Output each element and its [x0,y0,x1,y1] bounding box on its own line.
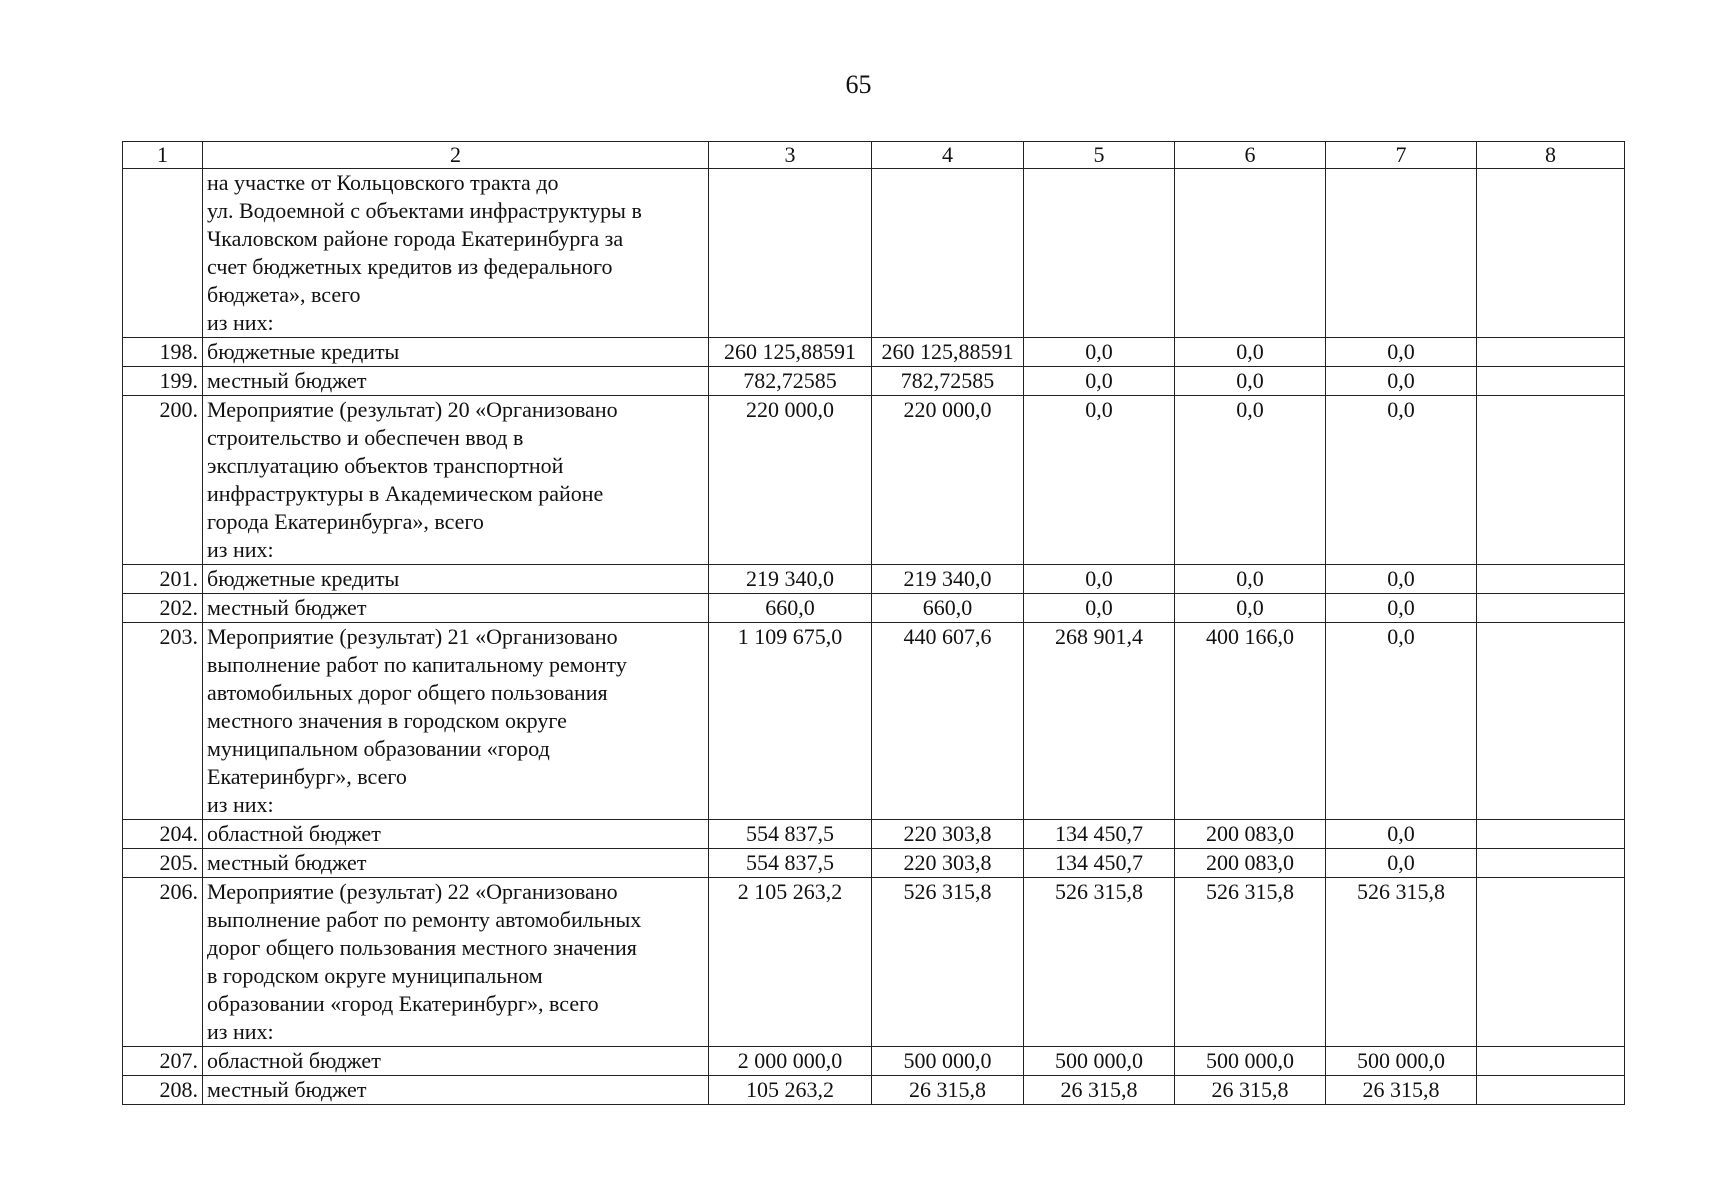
header-col-8: 8 [1477,142,1625,169]
cell-col-3 [709,169,872,338]
cell-col-5: 526 315,8 [1024,878,1175,1047]
cell-col-8 [1477,565,1625,594]
table-row [123,1076,1625,1105]
cell-col-4 [872,169,1024,338]
cell-col-3: 260 125,88591 [709,338,872,367]
cell-col-8 [1477,623,1625,820]
table-row [123,396,1625,565]
header-col-6: 6 [1175,142,1326,169]
header-col-4: 4 [872,142,1024,169]
row-description: Мероприятие (результат) 21 «Организовано выполнение работ по капитальному ремонту автомобильных дорог общего пользования местного значения в городском округе муниципальном образовании «город Екатеринбург», всего из них: [203,623,709,820]
cell-col-6 [1175,169,1326,338]
cell-col-8 [1477,820,1625,849]
row-description: бюджетные кредиты [203,565,709,594]
table-row [123,623,1625,820]
cell-col-6: 400 166,0 [1175,623,1326,820]
table-body [123,169,1625,1105]
cell-col-7: 0,0 [1326,820,1477,849]
cell-col-4: 220 303,8 [872,820,1024,849]
cell-col-8 [1477,1076,1625,1105]
row-number: 203. [123,623,203,820]
cell-col-4: 526 315,8 [872,878,1024,1047]
row-number: 207. [123,1047,203,1076]
row-number: 202. [123,594,203,623]
row-number: 204. [123,820,203,849]
cell-col-5: 268 901,4 [1024,623,1175,820]
cell-col-3: 2 105 263,2 [709,878,872,1047]
row-description: местный бюджет [203,367,709,396]
cell-col-8 [1477,338,1625,367]
cell-col-7: 0,0 [1326,565,1477,594]
cell-col-3: 660,0 [709,594,872,623]
cell-col-6: 0,0 [1175,338,1326,367]
table-row [123,820,1625,849]
cell-col-5 [1024,169,1175,338]
cell-col-4: 220 000,0 [872,396,1024,565]
cell-col-6: 26 315,8 [1175,1076,1326,1105]
cell-col-5: 134 450,7 [1024,820,1175,849]
cell-col-7: 0,0 [1326,849,1477,878]
cell-col-3: 105 263,2 [709,1076,872,1105]
row-number: 201. [123,565,203,594]
table-row [123,594,1625,623]
header-col-7: 7 [1326,142,1477,169]
cell-col-4: 26 315,8 [872,1076,1024,1105]
header-col-1: 1 [123,142,203,169]
row-number [123,169,203,338]
cell-col-3: 782,72585 [709,367,872,396]
cell-col-7 [1326,169,1477,338]
cell-col-6: 200 083,0 [1175,849,1326,878]
cell-col-7: 500 000,0 [1326,1047,1477,1076]
cell-col-6: 0,0 [1175,565,1326,594]
cell-col-6: 526 315,8 [1175,878,1326,1047]
row-number: 208. [123,1076,203,1105]
row-number: 206. [123,878,203,1047]
cell-col-3: 219 340,0 [709,565,872,594]
cell-col-8 [1477,849,1625,878]
row-number: 198. [123,338,203,367]
header-col-2: 2 [203,142,709,169]
page-number: 65 [845,70,872,99]
cell-col-4: 782,72585 [872,367,1024,396]
row-description: местный бюджет [203,594,709,623]
table-row [123,565,1625,594]
row-description: на участке от Кольцовского тракта до ул. Водоемной с объектами инфраструктуры в Чкаловском районе города Екатеринбурга за счет бюджетных кредитов из федерального бюджета», всего из них: [203,169,709,338]
cell-col-5: 0,0 [1024,338,1175,367]
cell-col-8 [1477,594,1625,623]
cell-col-5: 0,0 [1024,396,1175,565]
cell-col-7: 0,0 [1326,338,1477,367]
cell-col-4: 440 607,6 [872,623,1024,820]
cell-col-4: 219 340,0 [872,565,1024,594]
cell-col-7: 26 315,8 [1326,1076,1477,1105]
cell-col-5: 26 315,8 [1024,1076,1175,1105]
cell-col-5: 0,0 [1024,367,1175,396]
cell-col-7: 0,0 [1326,367,1477,396]
table-row [123,338,1625,367]
cell-col-8 [1477,878,1625,1047]
table-row [123,878,1625,1047]
table-row [123,849,1625,878]
cell-col-8 [1477,169,1625,338]
cell-col-7: 0,0 [1326,623,1477,820]
row-description: местный бюджет [203,849,709,878]
cell-col-6: 200 083,0 [1175,820,1326,849]
cell-col-7: 0,0 [1326,396,1477,565]
cell-col-4: 500 000,0 [872,1047,1024,1076]
cell-col-5: 0,0 [1024,594,1175,623]
cell-col-3: 2 000 000,0 [709,1047,872,1076]
row-description: местный бюджет [203,1076,709,1105]
header-col-3: 3 [709,142,872,169]
cell-col-3: 1 109 675,0 [709,623,872,820]
cell-col-8 [1477,367,1625,396]
cell-col-3: 554 837,5 [709,849,872,878]
cell-col-7: 526 315,8 [1326,878,1477,1047]
cell-col-4: 660,0 [872,594,1024,623]
budget-table [122,141,1625,1105]
row-description: областной бюджет [203,820,709,849]
table-row [123,367,1625,396]
cell-col-6: 0,0 [1175,594,1326,623]
cell-col-8 [1477,396,1625,565]
row-description: бюджетные кредиты [203,338,709,367]
cell-col-8 [1477,1047,1625,1076]
cell-col-6: 0,0 [1175,396,1326,565]
cell-col-4: 260 125,88591 [872,338,1024,367]
cell-col-5: 0,0 [1024,565,1175,594]
row-number: 200. [123,396,203,565]
row-description: Мероприятие (результат) 20 «Организовано строительство и обеспечен ввод в эксплуатацию объектов транспортной инфраструктуры в Академическом районе города Екатеринбурга», всего из них: [203,396,709,565]
cell-col-4: 220 303,8 [872,849,1024,878]
cell-col-5: 500 000,0 [1024,1047,1175,1076]
cell-col-3: 554 837,5 [709,820,872,849]
header-row [123,142,1625,169]
table-row [123,1047,1625,1076]
row-number: 205. [123,849,203,878]
row-description: Мероприятие (результат) 22 «Организовано выполнение работ по ремонту автомобильных дорог общего пользования местного значения в городском округе муниципальном образовании «город Екатеринбург», всего из них: [203,878,709,1047]
cell-col-6: 500 000,0 [1175,1047,1326,1076]
header-col-5: 5 [1024,142,1175,169]
cell-col-7: 0,0 [1326,594,1477,623]
row-number: 199. [123,367,203,396]
cell-col-6: 0,0 [1175,367,1326,396]
cell-col-3: 220 000,0 [709,396,872,565]
cell-col-5: 134 450,7 [1024,849,1175,878]
table-row [123,169,1625,338]
row-description: областной бюджет [203,1047,709,1076]
